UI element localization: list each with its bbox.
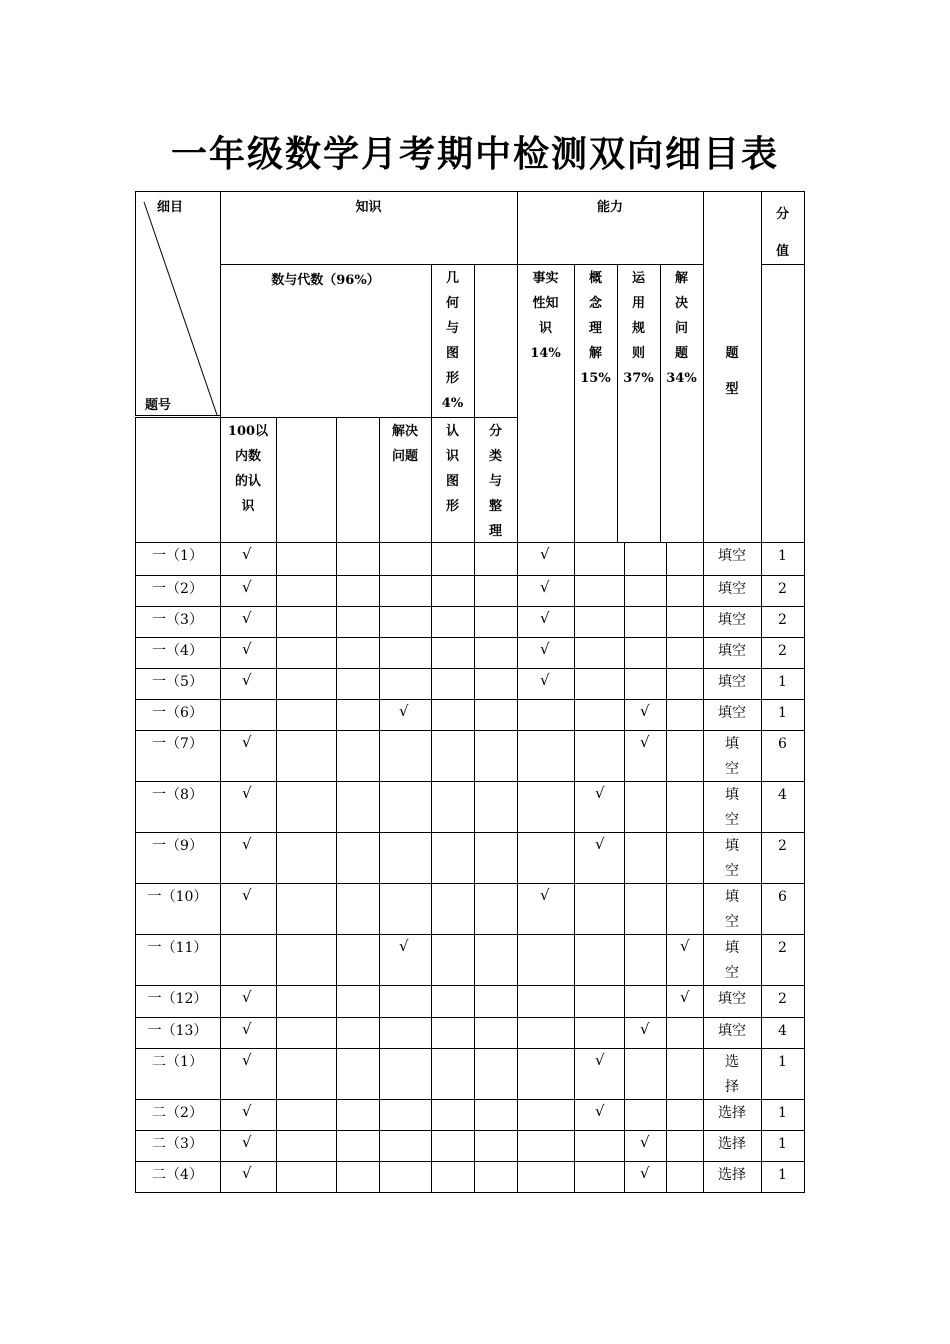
- table-cell: [666, 883, 704, 935]
- table-cell: [431, 985, 475, 1018]
- row-number: 一（12）: [147, 991, 208, 1007]
- table-cell: [379, 575, 432, 607]
- check-mark: √: [242, 1102, 252, 1120]
- question-type: 填空: [718, 581, 746, 597]
- table-cell: [666, 1099, 704, 1131]
- check-mark: √: [242, 545, 252, 563]
- table-cell: [379, 637, 432, 669]
- ability-label: 能力: [596, 200, 623, 215]
- table-cell: [624, 637, 667, 669]
- table-cell: [517, 1017, 575, 1049]
- row-number: 一（1）: [152, 548, 203, 564]
- table-cell: [276, 934, 337, 986]
- table-cell: [276, 575, 337, 607]
- table-cell: [220, 699, 277, 731]
- table-cell: [431, 1130, 475, 1162]
- table-cell: [336, 1130, 380, 1162]
- table-cell: [666, 781, 704, 833]
- score-value: 6: [778, 736, 787, 752]
- number-algebra-label: 数与代数（96%）: [271, 273, 380, 288]
- table-cell: [574, 575, 625, 607]
- check-mark: √: [640, 1020, 650, 1038]
- table-cell: [474, 1099, 518, 1131]
- table-cell: [666, 606, 704, 638]
- table-cell: [336, 985, 380, 1018]
- table-cell: [666, 1048, 704, 1100]
- problem-label: 解 决 问 题 34%: [666, 271, 697, 386]
- check-mark: √: [540, 886, 550, 904]
- question-type: 选择: [718, 1136, 746, 1152]
- table-cell: [276, 637, 337, 669]
- table-cell: [574, 606, 625, 638]
- table-cell: [276, 1099, 337, 1131]
- table-cell: [574, 985, 625, 1018]
- table-cell: [474, 637, 518, 669]
- table-cell: [431, 606, 475, 638]
- table-cell: [379, 781, 432, 833]
- row-number: 二（2）: [152, 1105, 203, 1121]
- row-number: 一（8）: [152, 787, 203, 803]
- table-cell: [474, 1161, 518, 1193]
- table-cell: [276, 781, 337, 833]
- table-cell: [624, 575, 667, 607]
- check-mark: √: [242, 988, 252, 1006]
- score-value: 1: [778, 674, 787, 690]
- score-value: 2: [778, 838, 787, 854]
- rules-label: 运 用 规 则 37%: [623, 271, 654, 386]
- table-cell: [574, 668, 625, 700]
- table-cell: [276, 1161, 337, 1193]
- table-cell: [666, 1130, 704, 1162]
- row-number: 一（10）: [147, 889, 208, 905]
- score-value: 1: [778, 548, 787, 564]
- table-cell: [517, 934, 575, 986]
- table-cell: [574, 542, 625, 576]
- check-mark: √: [540, 578, 550, 596]
- table-cell: [624, 542, 667, 576]
- table-cell: [474, 699, 518, 731]
- table-cell: [220, 934, 277, 986]
- concept-label: 概 念 理 解 15%: [580, 271, 611, 386]
- score-value: 2: [778, 612, 787, 628]
- question-type: 填 空: [725, 787, 739, 828]
- table-cell: [431, 730, 475, 782]
- table-cell: [379, 542, 432, 576]
- table-cell: [624, 668, 667, 700]
- check-mark: √: [242, 609, 252, 627]
- table-cell: [474, 934, 518, 986]
- knowledge-label: 知识: [355, 200, 382, 215]
- question-type: 填空: [718, 705, 746, 721]
- question-type: 填空: [718, 674, 746, 690]
- table-cell: [431, 1161, 475, 1193]
- table-cell: [379, 606, 432, 638]
- score-value: 6: [778, 889, 787, 905]
- table-cell: [517, 1048, 575, 1100]
- check-mark: √: [595, 1102, 605, 1120]
- sub-classify-label: 分 类 与 整 理: [488, 424, 502, 539]
- table-cell: [474, 668, 518, 700]
- table-cell: [574, 1161, 625, 1193]
- table-cell: [336, 1161, 380, 1193]
- table-cell: [276, 832, 337, 884]
- table-cell: [474, 575, 518, 607]
- row-number: 一（11）: [147, 940, 208, 956]
- table-cell: [379, 668, 432, 700]
- check-mark: √: [540, 671, 550, 689]
- table-cell: [517, 1099, 575, 1131]
- table-cell: [624, 934, 667, 986]
- table-cell: [336, 934, 380, 986]
- table-cell: [276, 730, 337, 782]
- table-cell: [474, 832, 518, 884]
- table-cell: [431, 542, 475, 576]
- table-cell: [336, 637, 380, 669]
- table-cell: [276, 606, 337, 638]
- score-value: 1: [778, 1136, 787, 1152]
- table-cell: [666, 699, 704, 731]
- row-number: 一（7）: [152, 736, 203, 752]
- table-cell: [276, 1017, 337, 1049]
- sub-numbers-label: 100以 内数 的认 识: [227, 424, 269, 514]
- geometry-label: 几 何 与 图 形 4%: [441, 271, 464, 411]
- question-type: 选 择: [725, 1054, 739, 1095]
- check-mark: √: [595, 784, 605, 802]
- table-cell: [336, 575, 380, 607]
- table-cell: [431, 883, 475, 935]
- table-cell: [574, 934, 625, 986]
- table-cell: [666, 1017, 704, 1049]
- check-mark: √: [399, 937, 409, 955]
- row-number: 一（13）: [147, 1023, 208, 1039]
- question-type: 填空: [718, 548, 746, 564]
- table-cell: [517, 730, 575, 782]
- row-number: 一（3）: [152, 612, 203, 628]
- table-cell: [517, 781, 575, 833]
- table-cell: [431, 832, 475, 884]
- table-cell: [666, 730, 704, 782]
- table-cell: [379, 1161, 432, 1193]
- table-cell: [474, 606, 518, 638]
- table-cell: [624, 1099, 667, 1131]
- table-cell: [336, 542, 380, 576]
- table-cell: [624, 781, 667, 833]
- table-cell: [474, 1048, 518, 1100]
- score-value: 2: [778, 643, 787, 659]
- table-cell: [666, 575, 704, 607]
- table-cell: [336, 606, 380, 638]
- table-cell: [336, 883, 380, 935]
- diagonal-line: [144, 202, 217, 415]
- check-mark: √: [242, 733, 252, 751]
- question-type: 填空: [718, 612, 746, 628]
- table-cell: [474, 781, 518, 833]
- question-type: 填空: [718, 643, 746, 659]
- sub-solve-label: 解决 问题: [391, 424, 418, 464]
- table-cell: [474, 985, 518, 1018]
- row-number: 一（2）: [152, 581, 203, 597]
- score-value: 1: [778, 1105, 787, 1121]
- table-cell: [379, 1048, 432, 1100]
- question-type: 填空: [718, 991, 746, 1007]
- table-cell: [379, 1130, 432, 1162]
- table-cell: [336, 668, 380, 700]
- table-cell: [474, 730, 518, 782]
- table-cell: [379, 883, 432, 935]
- row-number: 二（3）: [152, 1136, 203, 1152]
- check-mark: √: [242, 640, 252, 658]
- row-number: 二（1）: [152, 1054, 203, 1070]
- table-cell: [624, 883, 667, 935]
- table-cell: [379, 985, 432, 1018]
- table-cell: [431, 699, 475, 731]
- table-cell: [276, 699, 337, 731]
- table-cell: [276, 668, 337, 700]
- question-type: 选择: [718, 1167, 746, 1183]
- table-cell: [517, 699, 575, 731]
- check-mark: √: [399, 702, 409, 720]
- sub-shapes-label: 认 识 图 形: [445, 424, 459, 514]
- table-cell: [431, 1017, 475, 1049]
- table-cell: [574, 699, 625, 731]
- score-value: 2: [778, 940, 787, 956]
- check-mark: √: [540, 545, 550, 563]
- check-mark: √: [640, 1164, 650, 1182]
- score-value: 2: [778, 581, 787, 597]
- row-number: 一（5）: [152, 674, 203, 690]
- table-cell: [574, 1130, 625, 1162]
- table-cell: [666, 668, 704, 700]
- check-mark: √: [242, 1020, 252, 1038]
- table-cell: [276, 542, 337, 576]
- table-cell: [624, 832, 667, 884]
- table-cell: [336, 699, 380, 731]
- table-cell: [379, 832, 432, 884]
- table-cell: [336, 781, 380, 833]
- question-type: 填 空: [725, 940, 739, 981]
- table-cell: [474, 1017, 518, 1049]
- factual-label: 事实 性知 识 14%: [530, 271, 561, 361]
- score-value: 4: [778, 1023, 787, 1039]
- score-label: 分 值: [775, 207, 789, 259]
- table-cell: [624, 1048, 667, 1100]
- table-cell: [379, 1099, 432, 1131]
- check-mark: √: [242, 578, 252, 596]
- table-cell: [276, 1130, 337, 1162]
- table-cell: [431, 934, 475, 986]
- check-mark: √: [640, 1133, 650, 1151]
- row-number: 一（6）: [152, 705, 203, 721]
- check-mark: √: [540, 640, 550, 658]
- page-title: 一年级数学月考期中检测双向细目表: [170, 134, 779, 175]
- row-number: 二（4）: [152, 1167, 203, 1183]
- score-value: 1: [778, 1054, 787, 1070]
- check-mark: √: [680, 988, 690, 1006]
- table-cell: [276, 883, 337, 935]
- table-cell: [574, 637, 625, 669]
- table-cell: [574, 730, 625, 782]
- table-cell: [474, 883, 518, 935]
- table-cell: [431, 637, 475, 669]
- table-cell: [517, 832, 575, 884]
- check-mark: √: [640, 733, 650, 751]
- table-cell: [517, 1130, 575, 1162]
- score-value: 2: [778, 991, 787, 1007]
- table-cell: [666, 1161, 704, 1193]
- table-cell: [276, 985, 337, 1018]
- check-mark: √: [680, 937, 690, 955]
- question-type: 填 空: [725, 889, 739, 930]
- type-label: 题 型: [725, 346, 739, 397]
- table-cell: [431, 1099, 475, 1131]
- score-value: 4: [778, 787, 787, 803]
- table-cell: [276, 1048, 337, 1100]
- table-cell: [431, 1048, 475, 1100]
- table-cell: [517, 1161, 575, 1193]
- table-cell: [666, 637, 704, 669]
- table-cell: [474, 1130, 518, 1162]
- corner-top-label: 细目: [156, 200, 183, 215]
- check-mark: √: [540, 609, 550, 627]
- table-cell: [666, 542, 704, 576]
- table-cell: [336, 730, 380, 782]
- table-cell: [379, 730, 432, 782]
- check-mark: √: [242, 784, 252, 802]
- table-cell: [431, 575, 475, 607]
- check-mark: √: [242, 886, 252, 904]
- table-cell: [336, 1048, 380, 1100]
- check-mark: √: [242, 1051, 252, 1069]
- check-mark: √: [242, 1133, 252, 1151]
- table-cell: [336, 1017, 380, 1049]
- check-mark: √: [242, 835, 252, 853]
- check-mark: √: [242, 1164, 252, 1182]
- row-number: 一（9）: [152, 838, 203, 854]
- corner-bottom-label: 题号: [144, 398, 171, 413]
- score-value: 1: [778, 1167, 787, 1183]
- question-type: 填 空: [725, 838, 739, 879]
- score-value: 1: [778, 705, 787, 721]
- row-number: 一（4）: [152, 643, 203, 659]
- table-cell: [574, 1017, 625, 1049]
- question-type: 填空: [718, 1023, 746, 1039]
- question-type: 填 空: [725, 736, 739, 777]
- table-cell: [431, 781, 475, 833]
- check-mark: √: [640, 702, 650, 720]
- table-cell: [474, 542, 518, 576]
- table-cell: [336, 832, 380, 884]
- table-cell: [624, 985, 667, 1018]
- table-cell: [666, 832, 704, 884]
- table-cell: [574, 883, 625, 935]
- table-cell: [517, 985, 575, 1018]
- table-cell: [431, 668, 475, 700]
- check-mark: √: [595, 1051, 605, 1069]
- question-type: 选择: [718, 1105, 746, 1121]
- check-mark: √: [595, 835, 605, 853]
- table-cell: [624, 606, 667, 638]
- table-cell: [336, 1099, 380, 1131]
- table-cell: [379, 1017, 432, 1049]
- check-mark: √: [242, 671, 252, 689]
